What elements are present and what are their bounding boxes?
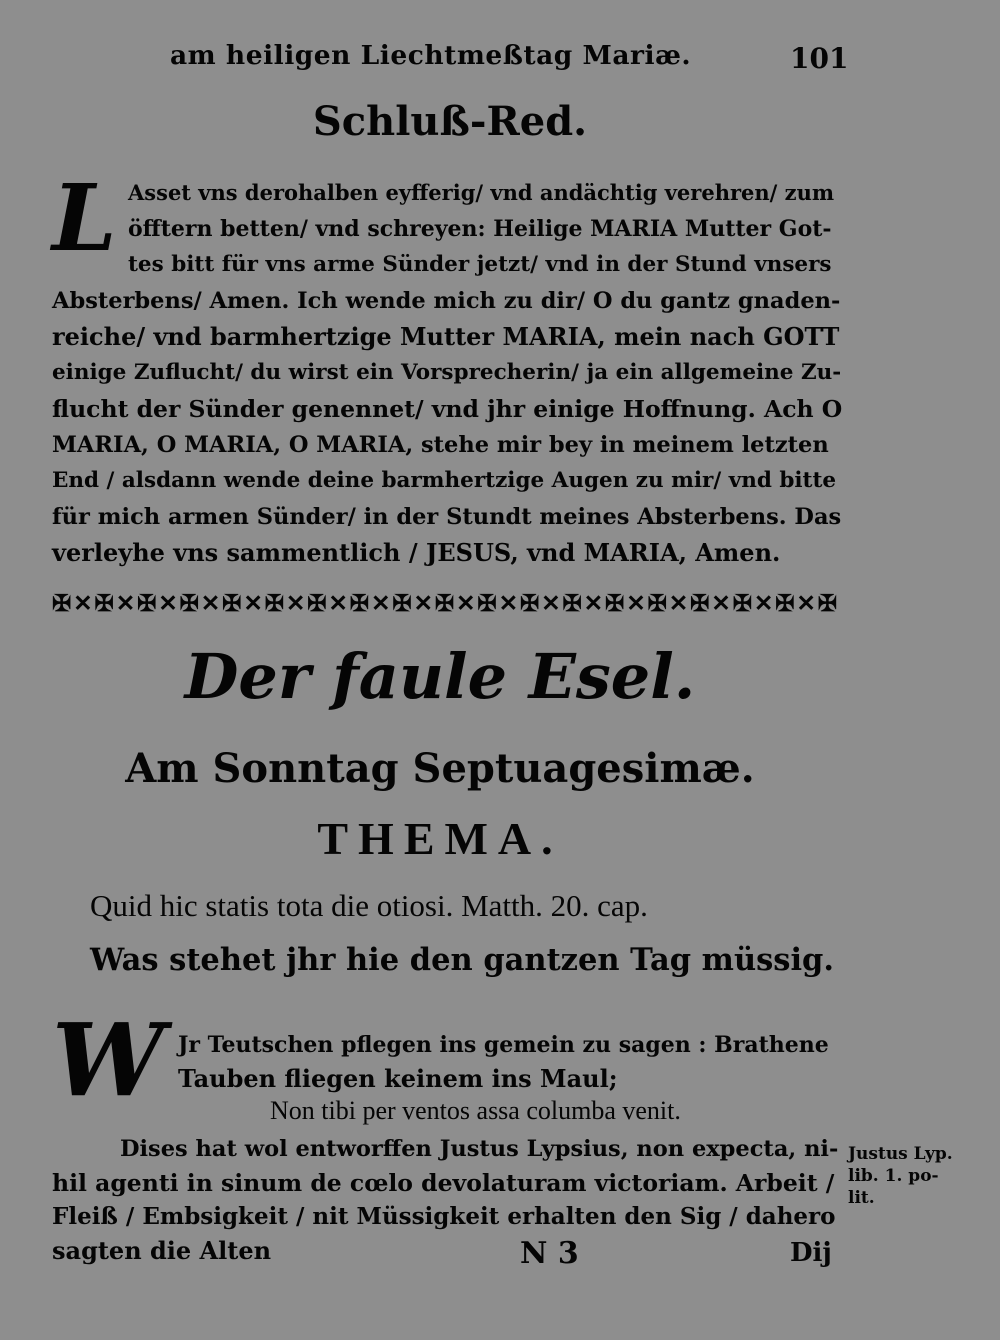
text-line: hil agenti in sinum de cœlo devolaturam victoriam. Arbeit / [52, 1169, 835, 1197]
text-line: verleyhe vns sammentlich / JESUS, vnd MARIA, Amen. [52, 538, 781, 567]
text-line: Dises hat wol entworffen Justus Lypsius, non expecta, ni- [120, 1136, 839, 1162]
text-line-latin: Non tibi per ventos assa columba venit. [270, 1096, 681, 1125]
chapter-subtitle: Am Sonntag Septuagesimæ. [125, 745, 755, 792]
catchword: Dij [790, 1238, 832, 1268]
thema-heading: THEMA. [317, 813, 563, 864]
text-line: flucht der Sünder genennet/ vnd jhr einige Hoffnung. Ach O [52, 395, 843, 423]
chapter-title: Der faule Esel. [184, 640, 696, 713]
text-line: für mich armen Sünder/ in der Stundt meines Absterbens. Das [52, 504, 842, 530]
margin-note-line: Justus Lyp. [848, 1144, 953, 1164]
text-line: End / alsdann wende deine barmhertzige Augen zu mir/ vnd bitte [52, 468, 837, 493]
german-quote: Was stehet jhr hie den gantzen Tag müssig. [90, 942, 834, 978]
drop-cap-w: W [52, 1001, 165, 1119]
latin-quote: Quid hic statis tota die otiosi. Matth. 20. cap. [90, 888, 648, 923]
text-line: Tauben fliegen keinem ins Maul; [178, 1064, 618, 1093]
running-head: am heiligen Liechtmeßtag Mariæ. [170, 40, 692, 71]
text-line: öfftern betten/ vnd schreyen: Heilige MARIA Mutter Got- [128, 216, 832, 242]
text-line: Asset vns derohalben eyfferig/ vnd andächtig verehren/ zum [128, 180, 835, 205]
text-line: Fleiß / Embsigkeit / nit Müssigkeit erhalten den Sig / dahero [52, 1203, 836, 1230]
text-line: MARIA, O MARIA, O MARIA, stehe mir bey in meinem letzten [52, 432, 829, 458]
ornamental-divider: ✠✕✠✕✠✕✠✕✠✕✠✕✠✕✠✕✠✕✠✕✠✕✠✕✠✕✠✕✠✕✠✕✠✕✠✕✠ [52, 590, 840, 617]
margin-note-line: lib. 1. po- [848, 1166, 939, 1186]
text-line: reiche/ vnd barmhertzige Mutter MARIA, mein nach GOTT [52, 322, 840, 351]
text-line: Jr Teutschen pflegen ins gemein zu sagen : Brathene [178, 1032, 829, 1058]
text-line: einige Zuflucht/ du wirst ein Vorsprecherin/ ja ein allgemeine Zu- [52, 360, 842, 385]
text-line: sagten die Alten [52, 1236, 272, 1265]
page-number: 101 [790, 42, 849, 75]
margin-note-line: lit. [848, 1188, 875, 1208]
signature-mark: N 3 [520, 1236, 579, 1271]
drop-cap-l: L [52, 164, 117, 272]
text-line: Absterbens/ Amen. Ich wende mich zu dir/ O du gantz gnaden- [52, 288, 841, 314]
section-title-schluss-red: Schluß-Red. [312, 98, 588, 145]
text-line: tes bitt für vns arme Sünder jetzt/ vnd in der Stund vnsers [128, 252, 832, 277]
